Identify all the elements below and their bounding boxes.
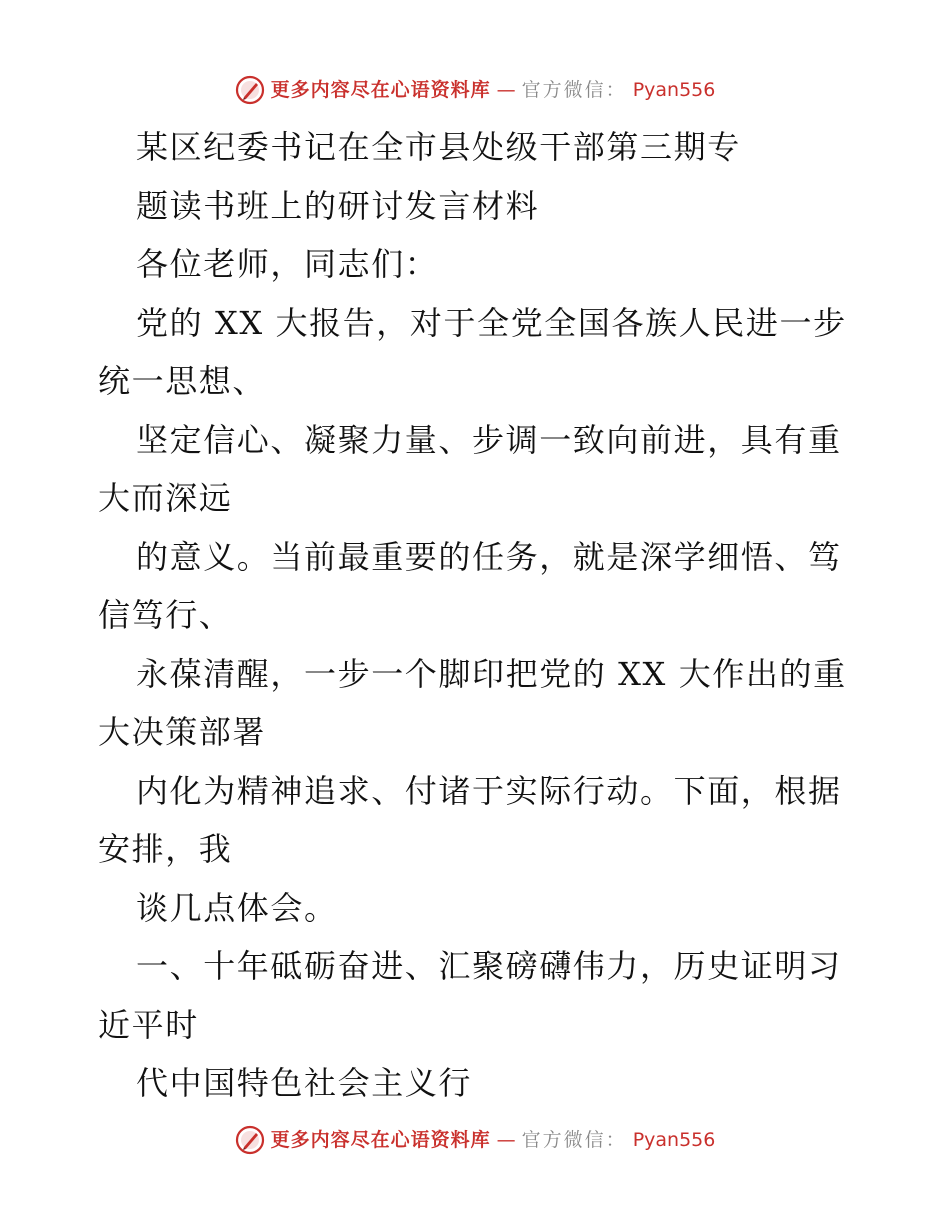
paragraph-line: 谈几点体会。 [136,888,338,927]
paragraph-line: 永葆清醒，一步一个脚印把党的 XX 大作出的重 [136,654,847,693]
title-line-1: 某区纪委书记在全市县处级干部第三期专 [136,128,741,166]
title-line-2: 题读书班上的研讨发言材料 [136,186,540,225]
watermark-wechat-id: Pyan556 [632,78,716,101]
footer-watermark [0,1123,950,1157]
paragraph-line: 大而深远 [98,479,233,517]
paragraph-line: 安排，我 [98,830,233,868]
document-body [98,118,858,1113]
salutation: 各位老师，同志们： [136,245,439,283]
paragraph-line: 内化为精神追求、付诸于实际行动。下面，根据 [136,771,842,810]
quill-pen-seal-icon [235,75,265,105]
watermark-dash: — [496,78,516,101]
paragraph-line: 坚定信心、凝聚力量、步调一致向前进，具有重 [136,420,842,459]
watermark-dash: — [496,1128,516,1151]
quill-pen-seal-icon [235,1125,265,1155]
section-heading-line: 代中国特色社会主义行 [136,1064,473,1102]
paragraph-line: 党的 XX 大报告，对于全党全国各族人民进一步 [136,303,847,342]
paragraph-line: 大决策部署 [98,713,267,751]
watermark-wechat-id: Pyan556 [632,1128,716,1151]
watermark-official-label: 官方微信： [521,1128,627,1151]
paragraph-line: 统一思想、 [98,362,267,400]
watermark-brand: 更多内容尽在心语资料库 [270,1128,491,1151]
watermark-brand: 更多内容尽在心语资料库 [270,78,491,101]
watermark-official-label: 官方微信： [521,78,627,101]
header-watermark [0,73,950,107]
section-heading-line: 一、十年砥砺奋进、汇聚磅礴伟力，历史证明习 [136,947,842,985]
section-heading-line: 近平时 [98,1005,199,1044]
paragraph-line: 的意义。当前最重要的任务，就是深学细悟、笃 [136,537,842,576]
paragraph-line: 信笃行、 [98,596,233,634]
